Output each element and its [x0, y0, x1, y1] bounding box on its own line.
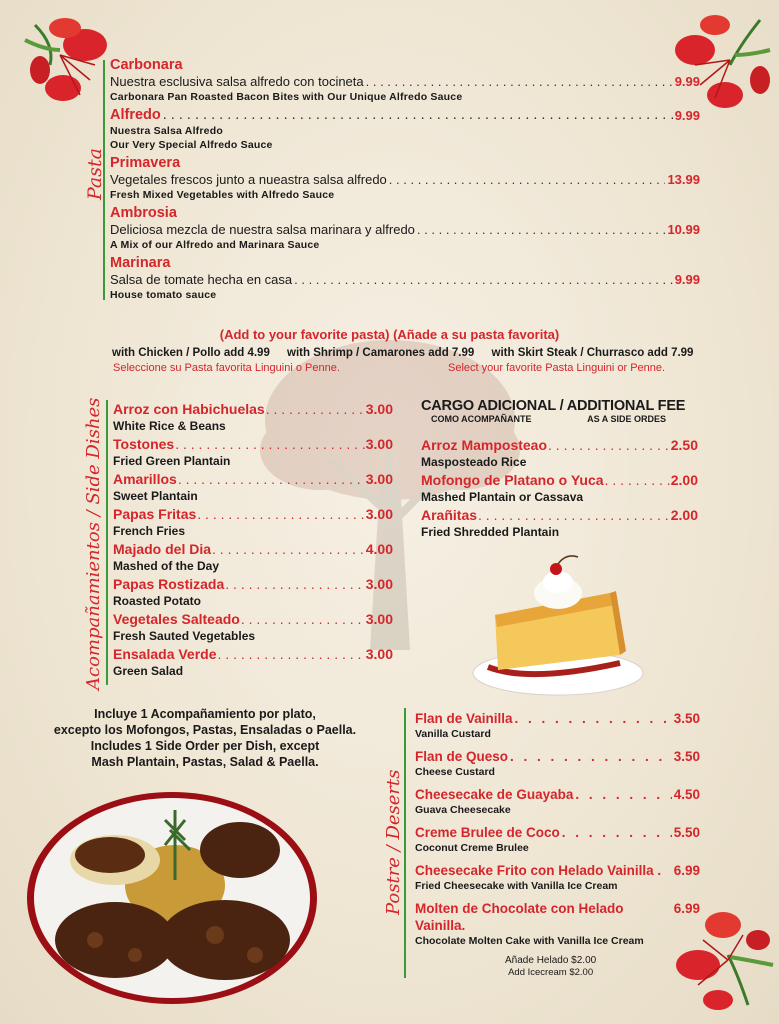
side-item [113, 470, 393, 505]
item-name: Creme Brulee de Coco [415, 825, 560, 840]
extra-item [421, 436, 698, 471]
flamboyan-flower-icon [15, 10, 125, 120]
item-name: Primavera [110, 155, 181, 171]
item-desc-en: Our Very Special Alfredo Sauce [110, 139, 273, 151]
item-name: Cheesecake de Guayaba [415, 787, 574, 802]
item-price: 3.00 [365, 471, 393, 487]
addon-steak: with Skirt Steak / Churrasco add 7.99 [491, 347, 694, 359]
addon-shrimp: with Shrimp / Camarones add 7.99 [287, 347, 475, 359]
item-price: 2.00 [670, 507, 698, 523]
item-name: Arañitas [421, 507, 478, 523]
pasta-item-carbonara [110, 57, 700, 104]
item-desc-es: Nuestra Salsa Alfredo [110, 125, 223, 137]
item-desc-es: Salsa de tomate hecha en casa [110, 272, 293, 287]
item-price: 3.00 [365, 576, 393, 592]
note-line: Includes 1 Side Order per Dish, except [90, 739, 320, 753]
item-price: 3.00 [365, 401, 393, 417]
item-desc-en: Vanilla Custard [415, 728, 491, 740]
desserts-divider [404, 708, 406, 978]
item-desc-es: Vegetales frescos junto a nueastra salsa alfredo [110, 172, 387, 187]
item-desc-en: Sweet Plantain [113, 489, 198, 503]
item-name: Vegetales Salteado [113, 611, 240, 627]
note-line: excepto los Mofongos, Pastas, Ensaladas o Paella. [53, 723, 357, 737]
desserts-section-label: Postre / Deserts [383, 769, 404, 915]
side-included-note [40, 706, 370, 770]
item-name: Arroz con Habichuelas [113, 401, 265, 417]
item-desc-en: Fried Shredded Plantain [421, 525, 560, 539]
item-price: 9.99 [674, 272, 700, 287]
addon-title: (Add to your favorite pasta) (Añade a su pasta favorita) [219, 327, 560, 342]
pasta-item-marinara [110, 255, 700, 302]
item-price: 9.99 [674, 108, 700, 123]
item-name: Flan de Queso [415, 749, 509, 764]
side-item [113, 610, 393, 645]
item-desc-en: Fried Cheesecake with Vanilla Ice Cream [415, 880, 618, 892]
item-price: 3.00 [365, 436, 393, 452]
item-desc-en: House tomato sauce [110, 289, 217, 301]
note-line: Mash Plantain, Pastas, Salad & Paella. [91, 755, 319, 769]
item-name: Cheesecake Frito con Helado Vainilla . [415, 863, 662, 878]
pasta-section-label: Pasta [84, 148, 106, 200]
fee-title: CARGO ADICIONAL / ADDITIONAL FEE [421, 398, 686, 414]
sides-divider [106, 400, 108, 685]
item-price: 3.00 [365, 506, 393, 522]
dessert-item [415, 748, 700, 779]
pasta-item-alfredo [110, 107, 700, 152]
item-price: 2.50 [670, 437, 698, 453]
item-name: Tostones [113, 436, 175, 452]
cake-slice-image [470, 555, 645, 700]
item-desc-en: Cheese Custard [415, 766, 495, 778]
add-icecream-note [505, 955, 596, 979]
item-name: Majado del Dia [113, 541, 212, 557]
item-desc-en: Guava Cheesecake [415, 804, 511, 816]
item-name: Marinara [110, 255, 171, 271]
pasta-list [110, 57, 700, 305]
item-desc-es: Deliciosa mezcla de nuestra salsa marinara y alfredo [110, 222, 415, 237]
dessert-item [415, 862, 700, 893]
item-price: 6.99 [673, 863, 700, 878]
pasta-select-en: Select your favorite Pasta Linguini or Penne. [448, 362, 666, 374]
item-name: Papas Rostizada [113, 576, 225, 592]
item-price: 10.99 [667, 222, 700, 237]
dessert-item [415, 786, 700, 817]
side-item [113, 435, 393, 470]
side-item [113, 575, 393, 610]
fee-sub-en: AS A SIDE ORDES [587, 414, 666, 424]
item-desc-en: Fresh Mixed Vegetables with Alfredo Sauce [110, 189, 335, 201]
dessert-item [415, 824, 700, 855]
note-line: Incluye 1 Acompañamiento por plato, [94, 707, 316, 721]
item-price: 6.99 [673, 901, 700, 916]
item-name: Arroz Mamposteao [421, 437, 548, 453]
additional-fee-header [421, 398, 711, 424]
side-item [113, 505, 393, 540]
sides-list [113, 400, 393, 680]
extras-list [421, 436, 698, 541]
item-desc-en: Mashed Plantain or Cassava [421, 490, 584, 504]
item-price: 3.50 [673, 749, 700, 764]
helado-en: Add Icecream $2.00 [508, 967, 594, 978]
item-desc-en: Roasted Potato [113, 594, 202, 608]
item-desc-en: Green Salad [113, 664, 184, 678]
item-desc-en: Mashed of the Day [113, 559, 220, 573]
item-price: 4.00 [365, 541, 393, 557]
addon-chicken: with Chicken / Pollo add 4.99 [112, 347, 270, 359]
extra-item [421, 506, 698, 541]
item-desc-en: A Mix of our Alfredo and Marinara Sauce [110, 239, 320, 251]
item-desc-en: Carbonara Pan Roasted Bacon Bites with Our Unique Alfredo Sauce [110, 91, 463, 103]
helado-es: Añade Helado $2.00 [505, 955, 597, 966]
item-price: 4.50 [673, 787, 700, 802]
side-item [113, 400, 393, 435]
item-name: Papas Fritas [113, 506, 197, 522]
item-price: 3.00 [365, 646, 393, 662]
item-name: Alfredo [110, 107, 161, 123]
item-desc-en: Fresh Sauted Vegetables [113, 629, 256, 643]
fee-sub-es: COMO ACOMPAÑANTE [431, 414, 532, 424]
item-name: Flan de Vainilla [415, 711, 513, 726]
item-name: Ambrosia [110, 205, 177, 221]
item-name: Mofongo de Platano o Yuca [421, 472, 604, 488]
item-desc-en: Masposteado Rice [421, 455, 527, 469]
item-desc-es: Nuestra esclusiva salsa alfredo con tocineta [110, 74, 364, 89]
food-plate-image [25, 790, 320, 1005]
dessert-item [415, 900, 700, 948]
item-desc-en: White Rice & Beans [113, 419, 226, 433]
item-name: Ensalada Verde [113, 646, 217, 662]
dessert-item [415, 710, 700, 741]
item-price: 9.99 [674, 74, 700, 89]
pasta-item-ambrosia [110, 205, 700, 252]
item-desc-en: Chocolate Molten Cake with Vanilla Ice Cream [415, 935, 644, 947]
item-desc-en: Coconut Creme Brulee [415, 842, 529, 854]
item-price: 5.50 [673, 825, 700, 840]
item-desc-en: French Fries [113, 524, 186, 538]
side-item [113, 540, 393, 575]
item-name: Carbonara [110, 57, 183, 73]
extra-item [421, 471, 698, 506]
item-price: 2.00 [670, 472, 698, 488]
sides-section-label: Acompañamientos / Side Dishes [83, 397, 104, 690]
pasta-item-primavera [110, 155, 700, 202]
item-desc-en: Fried Green Plantain [113, 454, 231, 468]
side-item [113, 645, 393, 680]
item-name: Amarillos [113, 471, 177, 487]
addon-options [112, 347, 707, 359]
pasta-select-es: Seleccione su Pasta favorita Linguini o Penne. [113, 362, 340, 374]
item-price: 3.50 [673, 711, 700, 726]
desserts-list [415, 710, 700, 955]
item-price: 13.99 [667, 172, 700, 187]
item-price: 3.00 [365, 611, 393, 627]
item-name: Molten de Chocolate con Helado Vainilla. [415, 901, 624, 933]
